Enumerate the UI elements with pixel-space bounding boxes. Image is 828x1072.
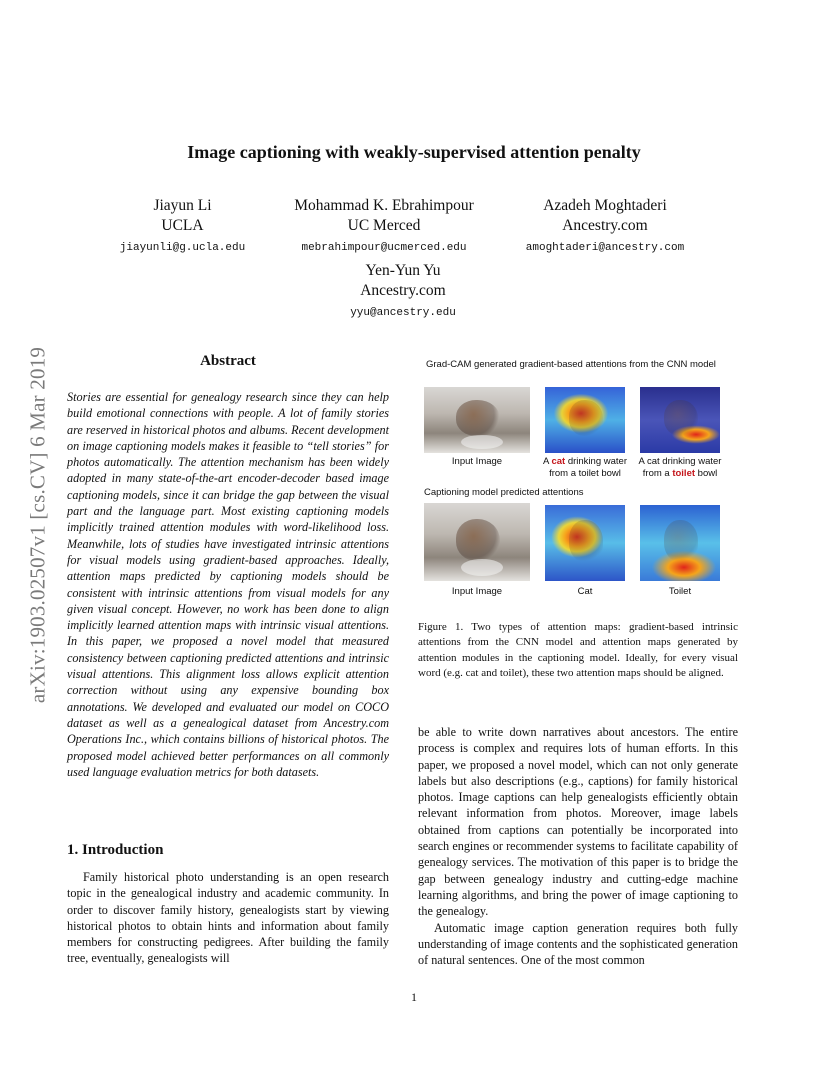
paper-title: Image captioning with weakly-supervised attention penalty bbox=[187, 142, 641, 162]
author-email: jiayunli@g.ucla.edu bbox=[119, 242, 246, 254]
introduction-right-text bbox=[418, 724, 738, 968]
abstract-heading: Abstract bbox=[200, 353, 256, 369]
author-name: Jiayun Li bbox=[153, 197, 212, 214]
author-name: Azadeh Moghtaderi bbox=[543, 197, 667, 214]
author-block-2 bbox=[284, 196, 484, 258]
section-heading-introduction: 1. Introduction bbox=[67, 842, 164, 858]
author-affiliation: UCLA bbox=[161, 217, 204, 234]
paragraph: Automatic image caption generation requires both fully understanding of image contents and the sophisticated generation of natural sentences. One of the most common bbox=[418, 920, 738, 968]
figure-label-input-2: Input Image bbox=[451, 586, 503, 597]
author-email: mebrahimpour@ucmerced.edu bbox=[301, 242, 467, 254]
introduction-left-text: Family historical photo understanding is an open research topic in the genealogical industry and academic community. In order to discover family history, genealogists start by viewing historical photos to obtain hints and information about family members for constructing pedigrees. After building the family tree, eventually, genealogists will bbox=[67, 870, 389, 966]
paragraph: be able to write down narratives about ancestors. The entire process is complex and requires lots of human efforts. In this paper, we proposed a novel model, which can not only generate labels but also descriptions (e.g., captions) for family historical photos. Image captions can help genealogists efficiently obtain relevant information from photos. Moreover, image labels obtained from captions can potentially be incorporated into search engines or recommender systems to facilitate capability of genealogy services. The motivation of this paper is to bridge the gap between genealogy industry and cutting-edge machine learning algorithms, and bring the power of image captioning to the genealogy. bbox=[418, 725, 738, 919]
highlight-word-cat: cat bbox=[551, 456, 566, 467]
abstract-text: Stories are essential for genealogy research since they can help build emotional connections with people. A lot of family stories are reserved in historical photos and albums. Recent development on image captioning models makes it feasible to “tell stories” for photos automatically. The attention mechanism has been widely adopted in many state-of-the-art encoder-decoder based image captioning models, since it can bridge the gap between the visual part and the language part. Most existing captioning models implicitly trained attention modules with word-likelihood loss. Meanwhile, lots of studies have investigated intrinsic attentions for visual models using gradient-based approaches. Ideally, attention maps predicted by captioning models should be consistent with intrinsic attentions from visual models for any given visual concept. However, no work has been done to align implicitly learned attention maps with intrinsic visual attentions. In this paper, we proposed a novel model that measured consistency between captioning predicted attentions and intrinsic visual attentions. This alignment loss allows explicit attention correction without using any expensive bounding box annotations. We developed and evaluated our model on COCO dataset as well as a genealogical dataset from Ancestry.com Operations Inc., which contains billions of historical photos. The proposed model achieved better performances on all commonly used language evaluation metrics for both datasets. bbox=[67, 390, 389, 779]
gradcam-cat-heatmap bbox=[545, 387, 625, 453]
author-email: yyu@ancestry.edu bbox=[350, 307, 456, 319]
author-block-3 bbox=[512, 196, 698, 258]
gradcam-toilet-heatmap bbox=[640, 387, 720, 453]
captioning-cat-attention bbox=[545, 505, 625, 581]
figure-caption: Figure 1. Two types of attention maps: gradient-based intrinsic attentions from the CNN model and attention maps generated by attention modules in the captioning model. Ideally, for every visual word (e.g. cat and toilet), these two attention maps should be aligned. bbox=[418, 621, 738, 680]
figure-row1-title: Grad-CAM generated gradient-based attentions from the CNN model bbox=[426, 359, 716, 370]
author-name: Yen-Yun Yu bbox=[365, 262, 441, 279]
author-affiliation: Ancestry.com bbox=[360, 282, 446, 299]
author-block-4 bbox=[330, 261, 476, 323]
figure-label-toilet-caption: A cat drinking water from a toilet bowl bbox=[638, 456, 722, 479]
input-image-1 bbox=[424, 387, 530, 453]
author-block-1 bbox=[110, 196, 255, 258]
figure-row2-title: Captioning model predicted attentions bbox=[424, 487, 584, 498]
author-name: Mohammad K. Ebrahimpour bbox=[294, 197, 474, 214]
author-affiliation: UC Merced bbox=[347, 217, 421, 234]
figure-label-input: Input Image bbox=[451, 456, 503, 467]
captioning-toilet-attention bbox=[640, 505, 720, 581]
input-image-2 bbox=[424, 503, 530, 581]
page-number: 1 bbox=[411, 990, 417, 1004]
figure-label-toilet: Toilet bbox=[668, 586, 692, 597]
author-affiliation: Ancestry.com bbox=[562, 217, 648, 234]
arxiv-identifier: arXiv:1903.02507v1 [cs.CV] 6 Mar 2019 bbox=[25, 346, 50, 704]
figure-label-cat-caption: A cat drinking water from a toilet bowl bbox=[543, 456, 627, 479]
highlight-word-toilet: toilet bbox=[672, 468, 696, 479]
author-email: amoghtaderi@ancestry.com bbox=[525, 242, 685, 254]
figure-label-cat: Cat bbox=[577, 586, 593, 597]
